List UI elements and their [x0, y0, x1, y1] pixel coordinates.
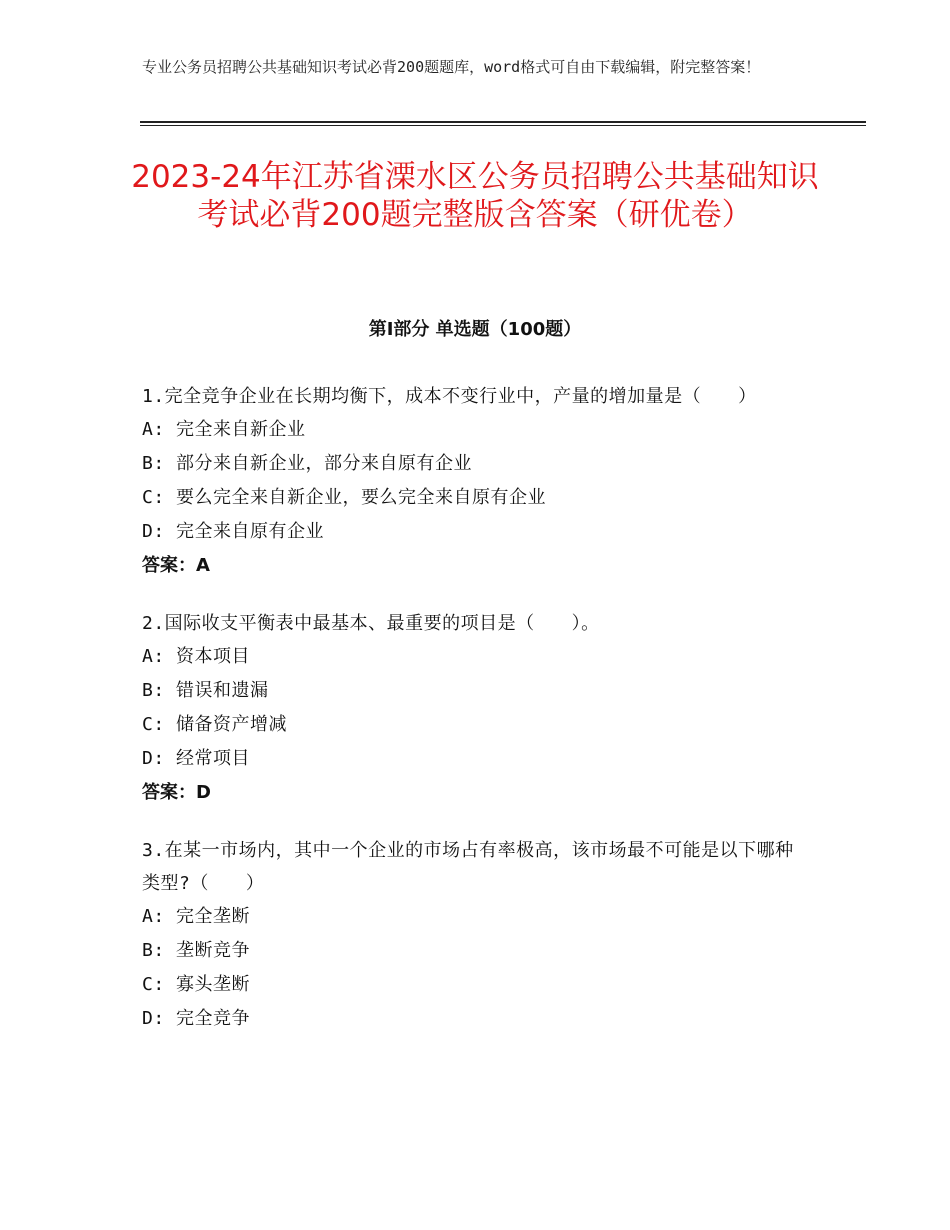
option-c: C: 要么完全来自新企业，要么完全来自原有企业	[142, 487, 547, 508]
header-note: 专业公务员招聘公共基础知识考试必背200题题库，word格式可自由下载编辑，附完整答案！	[142, 58, 761, 76]
option-b: B: 错误和遗漏	[142, 680, 269, 701]
header-divider-thin	[140, 125, 866, 126]
option-d: D: 完全竞争	[142, 1008, 251, 1029]
option-b: B: 垄断竞争	[142, 940, 251, 961]
option-d: D: 完全来自原有企业	[142, 521, 325, 542]
question-list	[142, 380, 807, 1060]
question-1	[142, 380, 807, 583]
option-a: A: 完全垄断	[142, 906, 251, 927]
option-c: C: 寡头垄断	[142, 974, 251, 995]
question-stem: 2.国际收支平衡表中最基本、最重要的项目是（ ）。	[142, 613, 600, 634]
header-divider-thick	[140, 121, 866, 123]
option-a: A: 完全来自新企业	[142, 419, 306, 440]
question-2	[142, 607, 807, 810]
question-stem: 3.在某一市场内，其中一个企业的市场占有率极高，该市场最不可能是以下哪种类型?（ ）	[142, 840, 794, 894]
option-d: D: 经常项目	[142, 748, 251, 769]
section-title: 第Ⅰ部分 单选题（100题）	[368, 319, 582, 340]
document-title: 2023-24年江苏省溧水区公务员招聘公共基础知识考试必背200题完整版含答案（研优卷）	[131, 159, 819, 233]
question-stem: 1.完全竞争企业在长期均衡下，成本不变行业中，产量的增加量是（ ）	[142, 386, 757, 407]
option-c: C: 储备资产增减	[142, 714, 288, 735]
option-a: A: 资本项目	[142, 646, 251, 667]
question-3	[142, 834, 807, 1036]
answer-label: 答案：D	[142, 782, 211, 803]
answer-label: 答案：A	[142, 555, 210, 576]
option-b: B: 部分来自新企业，部分来自原有企业	[142, 453, 473, 474]
